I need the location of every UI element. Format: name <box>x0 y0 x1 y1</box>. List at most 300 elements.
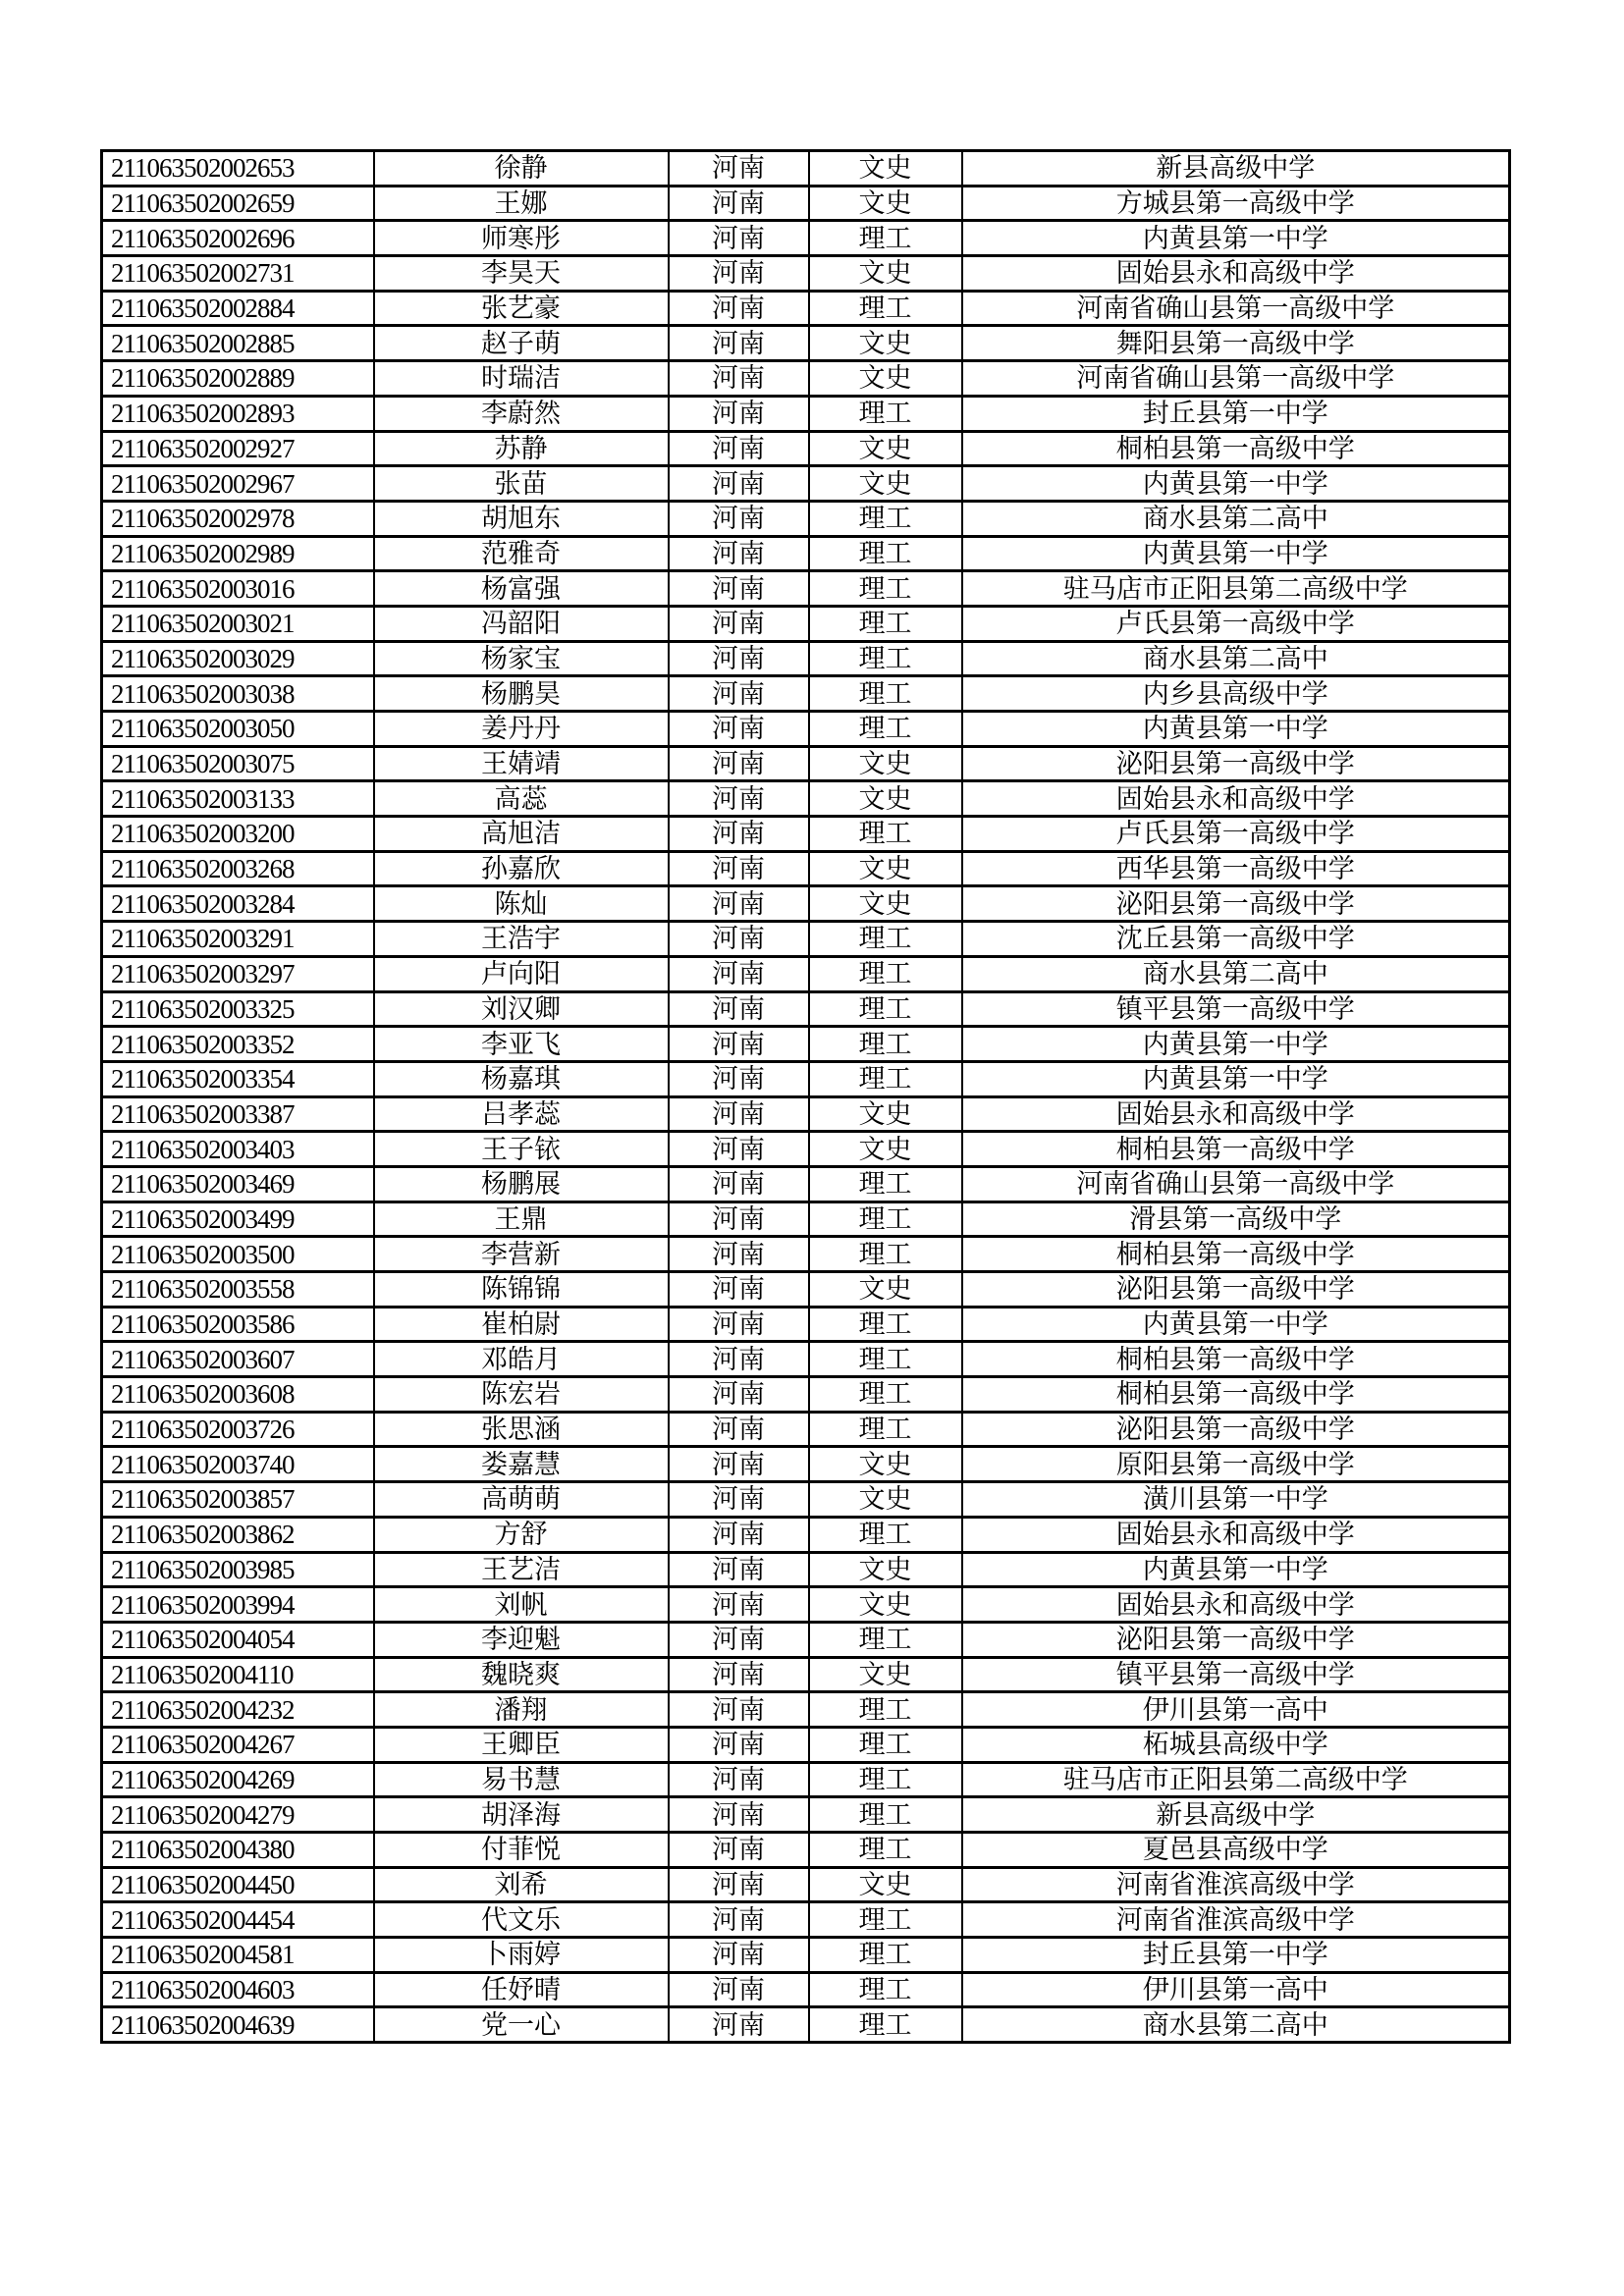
student-name-cell: 王浩宇 <box>374 922 669 957</box>
exam-id-cell: 211063502004269 <box>102 1762 374 1797</box>
table-row <box>102 1972 1510 2007</box>
exam-id-cell: 211063502003133 <box>102 781 374 817</box>
exam-id-cell: 211063502003586 <box>102 1307 374 1342</box>
table-row <box>102 1377 1510 1413</box>
province-cell: 河南 <box>669 1762 809 1797</box>
province-cell: 河南 <box>669 817 809 852</box>
school-cell: 伊川县第一高中 <box>962 1692 1510 1728</box>
school-cell: 镇平县第一高级中学 <box>962 1657 1510 1692</box>
category-cell: 理工 <box>809 991 962 1027</box>
school-cell: 内黄县第一中学 <box>962 1061 1510 1096</box>
exam-id-cell: 211063502003016 <box>102 571 374 607</box>
province-cell: 河南 <box>669 501 809 536</box>
student-name-cell: 胡泽海 <box>374 1797 669 1833</box>
table-row <box>102 1902 1510 1938</box>
student-name-cell: 赵子萌 <box>374 326 669 361</box>
school-cell: 固始县永和高级中学 <box>962 1587 1510 1623</box>
student-name-cell: 杨鹏展 <box>374 1166 669 1201</box>
school-cell: 桐柏县第一高级中学 <box>962 1342 1510 1377</box>
school-cell: 潢川县第一中学 <box>962 1482 1510 1518</box>
exam-id-cell: 211063502004454 <box>102 1902 374 1938</box>
category-cell: 文史 <box>809 431 962 466</box>
table-row <box>102 151 1510 187</box>
student-name-cell: 李昊天 <box>374 256 669 292</box>
province-cell: 河南 <box>669 1061 809 1096</box>
school-cell: 内黄县第一中学 <box>962 1027 1510 1062</box>
category-cell: 文史 <box>809 1867 962 1902</box>
table-row <box>102 291 1510 326</box>
table-row <box>102 1657 1510 1692</box>
table-row <box>102 186 1510 221</box>
province-cell: 河南 <box>669 641 809 676</box>
exam-id-cell: 211063502004267 <box>102 1727 374 1762</box>
exam-id-cell: 211063502002659 <box>102 186 374 221</box>
exam-id-cell: 211063502003469 <box>102 1166 374 1201</box>
category-cell: 理工 <box>809 1412 962 1447</box>
category-cell: 理工 <box>809 1237 962 1272</box>
school-cell: 伊川县第一高中 <box>962 1972 1510 2007</box>
exam-id-cell: 211063502002885 <box>102 326 374 361</box>
exam-id-cell: 211063502003297 <box>102 956 374 991</box>
student-name-cell: 杨家宝 <box>374 641 669 676</box>
province-cell: 河南 <box>669 1377 809 1413</box>
table-row <box>102 851 1510 886</box>
student-name-cell: 邓皓月 <box>374 1342 669 1377</box>
table-row <box>102 886 1510 922</box>
category-cell: 文史 <box>809 886 962 922</box>
exam-id-cell: 211063502003050 <box>102 712 374 747</box>
table-row <box>102 1132 1510 1167</box>
table-row <box>102 466 1510 502</box>
table-row <box>102 991 1510 1027</box>
table-row <box>102 712 1510 747</box>
school-cell: 桐柏县第一高级中学 <box>962 1132 1510 1167</box>
table-row <box>102 1517 1510 1552</box>
exam-id-cell: 211063502003985 <box>102 1552 374 1587</box>
table-row <box>102 606 1510 641</box>
exam-id-cell: 211063502004279 <box>102 1797 374 1833</box>
school-cell: 原阳县第一高级中学 <box>962 1447 1510 1482</box>
exam-id-cell: 211063502003352 <box>102 1027 374 1062</box>
table-row <box>102 501 1510 536</box>
table-row <box>102 1096 1510 1132</box>
province-cell: 河南 <box>669 1657 809 1692</box>
student-name-cell: 任妤晴 <box>374 1972 669 2007</box>
province-cell: 河南 <box>669 1272 809 1308</box>
student-name-cell: 陈锦锦 <box>374 1272 669 1308</box>
exam-id-cell: 211063502003403 <box>102 1132 374 1167</box>
category-cell: 理工 <box>809 1027 962 1062</box>
exam-id-cell: 211063502003021 <box>102 606 374 641</box>
school-cell: 沈丘县第一高级中学 <box>962 922 1510 957</box>
province-cell: 河南 <box>669 326 809 361</box>
category-cell: 理工 <box>809 606 962 641</box>
category-cell: 文史 <box>809 1132 962 1167</box>
category-cell: 理工 <box>809 536 962 571</box>
province-cell: 河南 <box>669 1727 809 1762</box>
province-cell: 河南 <box>669 1027 809 1062</box>
exam-id-cell: 211063502003291 <box>102 922 374 957</box>
student-name-cell: 潘翔 <box>374 1692 669 1728</box>
student-name-cell: 胡旭东 <box>374 501 669 536</box>
student-name-cell: 陈宏岩 <box>374 1377 669 1413</box>
table-row <box>102 1867 1510 1902</box>
province-cell: 河南 <box>669 2007 809 2043</box>
student-name-cell: 苏静 <box>374 431 669 466</box>
province-cell: 河南 <box>669 1833 809 1868</box>
student-name-cell: 党一心 <box>374 2007 669 2043</box>
category-cell: 文史 <box>809 851 962 886</box>
school-cell: 河南省确山县第一高级中学 <box>962 291 1510 326</box>
student-name-cell: 冯韶阳 <box>374 606 669 641</box>
province-cell: 河南 <box>669 606 809 641</box>
province-cell: 河南 <box>669 1972 809 2007</box>
student-roster-table <box>100 149 1511 2044</box>
school-cell: 内黄县第一中学 <box>962 466 1510 502</box>
exam-id-cell: 211063502003268 <box>102 851 374 886</box>
student-name-cell: 方舒 <box>374 1517 669 1552</box>
school-cell: 泌阳县第一高级中学 <box>962 1272 1510 1308</box>
table-row <box>102 1833 1510 1868</box>
exam-id-cell: 211063502002927 <box>102 431 374 466</box>
table-row <box>102 396 1510 431</box>
student-name-cell: 王娜 <box>374 186 669 221</box>
province-cell: 河南 <box>669 1447 809 1482</box>
table-row <box>102 1166 1510 1201</box>
school-cell: 商水县第二高中 <box>962 2007 1510 2043</box>
school-cell: 泌阳县第一高级中学 <box>962 886 1510 922</box>
category-cell: 理工 <box>809 1727 962 1762</box>
student-name-cell: 王鼎 <box>374 1201 669 1237</box>
province-cell: 河南 <box>669 221 809 256</box>
province-cell: 河南 <box>669 151 809 187</box>
exam-id-cell: 211063502002889 <box>102 361 374 397</box>
school-cell: 新县高级中学 <box>962 151 1510 187</box>
table-row <box>102 1342 1510 1377</box>
table-row <box>102 1027 1510 1062</box>
school-cell: 桐柏县第一高级中学 <box>962 1377 1510 1413</box>
student-name-cell: 杨富强 <box>374 571 669 607</box>
province-cell: 河南 <box>669 781 809 817</box>
table-row <box>102 1482 1510 1518</box>
student-name-cell: 王卿臣 <box>374 1727 669 1762</box>
school-cell: 河南省淮滨高级中学 <box>962 1867 1510 1902</box>
province-cell: 河南 <box>669 1587 809 1623</box>
category-cell: 文史 <box>809 781 962 817</box>
school-cell: 内黄县第一中学 <box>962 1552 1510 1587</box>
student-name-cell: 魏晓爽 <box>374 1657 669 1692</box>
school-cell: 商水县第二高中 <box>962 956 1510 991</box>
category-cell: 理工 <box>809 571 962 607</box>
school-cell: 内黄县第一中学 <box>962 1307 1510 1342</box>
category-cell: 理工 <box>809 1166 962 1201</box>
category-cell: 文史 <box>809 151 962 187</box>
province-cell: 河南 <box>669 1867 809 1902</box>
school-cell: 河南省确山县第一高级中学 <box>962 1166 1510 1201</box>
school-cell: 固始县永和高级中学 <box>962 781 1510 817</box>
student-name-cell: 张艺豪 <box>374 291 669 326</box>
table-row <box>102 256 1510 292</box>
table-row <box>102 1061 1510 1096</box>
school-cell: 固始县永和高级中学 <box>962 256 1510 292</box>
category-cell: 理工 <box>809 1833 962 1868</box>
table-row <box>102 1237 1510 1272</box>
category-cell: 文史 <box>809 1657 962 1692</box>
category-cell: 理工 <box>809 1307 962 1342</box>
student-name-cell: 杨鹏昊 <box>374 676 669 712</box>
school-cell: 滑县第一高级中学 <box>962 1201 1510 1237</box>
school-cell: 商水县第二高中 <box>962 641 1510 676</box>
student-name-cell: 张苗 <box>374 466 669 502</box>
province-cell: 河南 <box>669 466 809 502</box>
exam-id-cell: 211063502003994 <box>102 1587 374 1623</box>
school-cell: 桐柏县第一高级中学 <box>962 1237 1510 1272</box>
province-cell: 河南 <box>669 746 809 781</box>
exam-id-cell: 211063502004110 <box>102 1657 374 1692</box>
province-cell: 河南 <box>669 1622 809 1657</box>
student-name-cell: 高萌萌 <box>374 1482 669 1518</box>
table-row <box>102 781 1510 817</box>
student-name-cell: 易书慧 <box>374 1762 669 1797</box>
category-cell: 理工 <box>809 1902 962 1938</box>
province-cell: 河南 <box>669 571 809 607</box>
category-cell: 文史 <box>809 186 962 221</box>
student-name-cell: 卜雨婷 <box>374 1938 669 1973</box>
school-cell: 泌阳县第一高级中学 <box>962 1412 1510 1447</box>
province-cell: 河南 <box>669 1902 809 1938</box>
province-cell: 河南 <box>669 1132 809 1167</box>
school-cell: 西华县第一高级中学 <box>962 851 1510 886</box>
student-name-cell: 崔柏尉 <box>374 1307 669 1342</box>
province-cell: 河南 <box>669 361 809 397</box>
student-name-cell: 高蕊 <box>374 781 669 817</box>
category-cell: 理工 <box>809 221 962 256</box>
category-cell: 理工 <box>809 922 962 957</box>
category-cell: 文史 <box>809 361 962 397</box>
province-cell: 河南 <box>669 256 809 292</box>
province-cell: 河南 <box>669 1938 809 1973</box>
student-name-cell: 李亚飞 <box>374 1027 669 1062</box>
exam-id-cell: 211063502003284 <box>102 886 374 922</box>
category-cell: 文史 <box>809 1447 962 1482</box>
category-cell: 理工 <box>809 1061 962 1096</box>
student-name-cell: 张思涵 <box>374 1412 669 1447</box>
exam-id-cell: 211063502003354 <box>102 1061 374 1096</box>
category-cell: 理工 <box>809 1692 962 1728</box>
exam-id-cell: 211063502002893 <box>102 396 374 431</box>
student-name-cell: 吕孝蕊 <box>374 1096 669 1132</box>
table-row <box>102 1938 1510 1973</box>
province-cell: 河南 <box>669 186 809 221</box>
province-cell: 河南 <box>669 991 809 1027</box>
exam-id-cell: 211063502003862 <box>102 1517 374 1552</box>
exam-id-cell: 211063502003387 <box>102 1096 374 1132</box>
school-cell: 舞阳县第一高级中学 <box>962 326 1510 361</box>
student-name-cell: 陈灿 <box>374 886 669 922</box>
category-cell: 理工 <box>809 817 962 852</box>
school-cell: 封丘县第一中学 <box>962 1938 1510 1973</box>
province-cell: 河南 <box>669 886 809 922</box>
student-name-cell: 师寒彤 <box>374 221 669 256</box>
table-row <box>102 1797 1510 1833</box>
student-name-cell: 王艺洁 <box>374 1552 669 1587</box>
category-cell: 理工 <box>809 1938 962 1973</box>
school-cell: 新县高级中学 <box>962 1797 1510 1833</box>
table-row <box>102 641 1510 676</box>
province-cell: 河南 <box>669 1096 809 1132</box>
province-cell: 河南 <box>669 1552 809 1587</box>
table-row <box>102 746 1510 781</box>
student-name-cell: 刘汉卿 <box>374 991 669 1027</box>
category-cell: 理工 <box>809 2007 962 2043</box>
category-cell: 理工 <box>809 1797 962 1833</box>
table-row <box>102 326 1510 361</box>
table-row <box>102 817 1510 852</box>
student-name-cell: 孙嘉欣 <box>374 851 669 886</box>
school-cell: 泌阳县第一高级中学 <box>962 746 1510 781</box>
school-cell: 方城县第一高级中学 <box>962 186 1510 221</box>
category-cell: 理工 <box>809 1201 962 1237</box>
category-cell: 文史 <box>809 1587 962 1623</box>
province-cell: 河南 <box>669 1797 809 1833</box>
category-cell: 文史 <box>809 1272 962 1308</box>
category-cell: 文史 <box>809 326 962 361</box>
province-cell: 河南 <box>669 1692 809 1728</box>
exam-id-cell: 211063502004380 <box>102 1833 374 1868</box>
category-cell: 理工 <box>809 501 962 536</box>
student-name-cell: 代文乐 <box>374 1902 669 1938</box>
school-cell: 卢氏县第一高级中学 <box>962 606 1510 641</box>
province-cell: 河南 <box>669 922 809 957</box>
category-cell: 理工 <box>809 1517 962 1552</box>
category-cell: 理工 <box>809 676 962 712</box>
exam-id-cell: 211063502003499 <box>102 1201 374 1237</box>
student-name-cell: 李营新 <box>374 1237 669 1272</box>
province-cell: 河南 <box>669 1307 809 1342</box>
exam-id-cell: 211063502002731 <box>102 256 374 292</box>
roster-body <box>102 151 1510 2043</box>
exam-id-cell: 211063502003558 <box>102 1272 374 1308</box>
table-row <box>102 1272 1510 1308</box>
school-cell: 夏邑县高级中学 <box>962 1833 1510 1868</box>
school-cell: 桐柏县第一高级中学 <box>962 431 1510 466</box>
table-row <box>102 571 1510 607</box>
student-name-cell: 娄嘉慧 <box>374 1447 669 1482</box>
student-name-cell: 卢向阳 <box>374 956 669 991</box>
table-row <box>102 676 1510 712</box>
category-cell: 理工 <box>809 1972 962 2007</box>
category-cell: 文史 <box>809 466 962 502</box>
table-row <box>102 1587 1510 1623</box>
exam-id-cell: 211063502003029 <box>102 641 374 676</box>
school-cell: 河南省确山县第一高级中学 <box>962 361 1510 397</box>
province-cell: 河南 <box>669 1201 809 1237</box>
school-cell: 驻马店市正阳县第二高级中学 <box>962 1762 1510 1797</box>
province-cell: 河南 <box>669 431 809 466</box>
student-name-cell: 刘帆 <box>374 1587 669 1623</box>
exam-id-cell: 211063502002967 <box>102 466 374 502</box>
table-row <box>102 1692 1510 1728</box>
student-name-cell: 王子铱 <box>374 1132 669 1167</box>
province-cell: 河南 <box>669 956 809 991</box>
school-cell: 泌阳县第一高级中学 <box>962 1622 1510 1657</box>
exam-id-cell: 211063502003607 <box>102 1342 374 1377</box>
province-cell: 河南 <box>669 1412 809 1447</box>
exam-id-cell: 211063502002653 <box>102 151 374 187</box>
category-cell: 理工 <box>809 1377 962 1413</box>
category-cell: 文史 <box>809 1552 962 1587</box>
school-cell: 内黄县第一中学 <box>962 536 1510 571</box>
student-name-cell: 李蔚然 <box>374 396 669 431</box>
school-cell: 卢氏县第一高级中学 <box>962 817 1510 852</box>
category-cell: 文史 <box>809 1096 962 1132</box>
exam-id-cell: 211063502003325 <box>102 991 374 1027</box>
table-row <box>102 2007 1510 2043</box>
table-row <box>102 431 1510 466</box>
province-cell: 河南 <box>669 1482 809 1518</box>
category-cell: 文史 <box>809 1482 962 1518</box>
school-cell: 镇平县第一高级中学 <box>962 991 1510 1027</box>
exam-id-cell: 211063502004232 <box>102 1692 374 1728</box>
student-name-cell: 王婧靖 <box>374 746 669 781</box>
exam-id-cell: 211063502003075 <box>102 746 374 781</box>
exam-id-cell: 211063502003038 <box>102 676 374 712</box>
student-name-cell: 李迎魁 <box>374 1622 669 1657</box>
category-cell: 理工 <box>809 396 962 431</box>
category-cell: 理工 <box>809 1622 962 1657</box>
category-cell: 文史 <box>809 256 962 292</box>
exam-id-cell: 211063502004054 <box>102 1622 374 1657</box>
school-cell: 内黄县第一中学 <box>962 712 1510 747</box>
school-cell: 驻马店市正阳县第二高级中学 <box>962 571 1510 607</box>
school-cell: 商水县第二高中 <box>962 501 1510 536</box>
table-row <box>102 922 1510 957</box>
exam-id-cell: 211063502004639 <box>102 2007 374 2043</box>
exam-id-cell: 211063502002696 <box>102 221 374 256</box>
student-name-cell: 姜丹丹 <box>374 712 669 747</box>
province-cell: 河南 <box>669 536 809 571</box>
exam-id-cell: 211063502003740 <box>102 1447 374 1482</box>
exam-id-cell: 211063502003726 <box>102 1412 374 1447</box>
exam-id-cell: 211063502002978 <box>102 501 374 536</box>
province-cell: 河南 <box>669 1517 809 1552</box>
table-row <box>102 1412 1510 1447</box>
province-cell: 河南 <box>669 851 809 886</box>
category-cell: 理工 <box>809 712 962 747</box>
school-cell: 封丘县第一中学 <box>962 396 1510 431</box>
category-cell: 理工 <box>809 956 962 991</box>
table-row <box>102 1201 1510 1237</box>
table-row <box>102 1447 1510 1482</box>
category-cell: 理工 <box>809 1342 962 1377</box>
student-name-cell: 刘希 <box>374 1867 669 1902</box>
student-name-cell: 时瑞洁 <box>374 361 669 397</box>
exam-id-cell: 211063502003500 <box>102 1237 374 1272</box>
school-cell: 固始县永和高级中学 <box>962 1517 1510 1552</box>
exam-id-cell: 211063502004450 <box>102 1867 374 1902</box>
exam-id-cell: 211063502003608 <box>102 1377 374 1413</box>
school-cell: 河南省淮滨高级中学 <box>962 1902 1510 1938</box>
school-cell: 内黄县第一中学 <box>962 221 1510 256</box>
exam-id-cell: 211063502002989 <box>102 536 374 571</box>
category-cell: 理工 <box>809 1762 962 1797</box>
table-row <box>102 361 1510 397</box>
exam-id-cell: 211063502002884 <box>102 291 374 326</box>
category-cell: 理工 <box>809 641 962 676</box>
table-row <box>102 221 1510 256</box>
student-name-cell: 高旭洁 <box>374 817 669 852</box>
category-cell: 文史 <box>809 746 962 781</box>
